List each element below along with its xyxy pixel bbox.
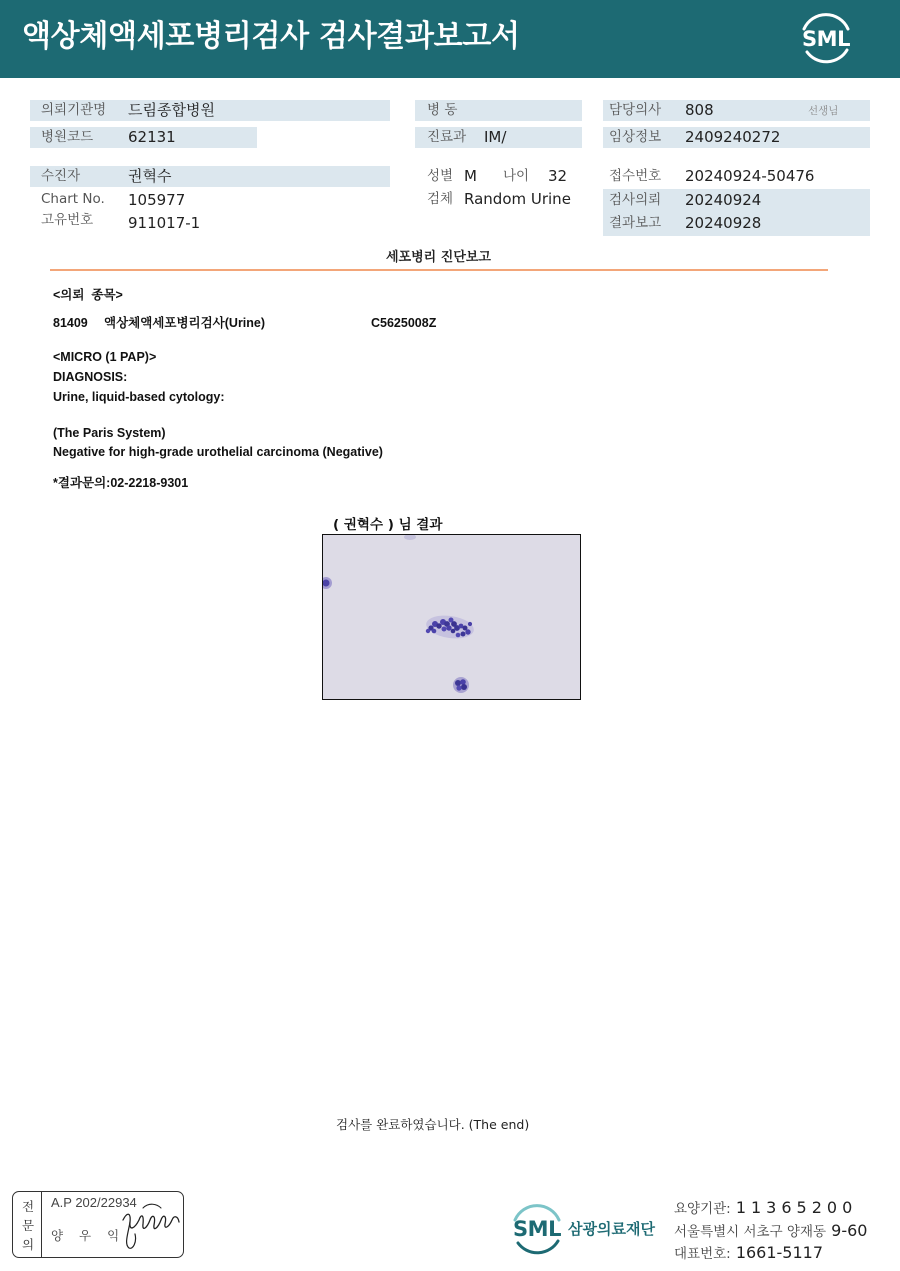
doctor-value: 808 <box>685 101 714 119</box>
chart-no-label: Chart No. <box>41 191 105 207</box>
specimen-value: Random Urine <box>464 190 571 208</box>
report-title: 액상체액세포병리검사 검사결과보고서 <box>22 19 520 54</box>
section-divider <box>50 269 828 271</box>
institution-code-value: 11365200 <box>735 1198 858 1217</box>
stamp-role-char: 문 <box>21 1218 35 1233</box>
organization-name: 삼광의료재단 <box>568 1220 655 1238</box>
institution-code-line <box>674 1197 857 1220</box>
doctor-label: 담당의사 <box>609 102 662 118</box>
phone-label: 대표번호: <box>674 1246 731 1262</box>
signature-icon <box>119 1198 183 1252</box>
test-code: 81409 <box>53 316 88 330</box>
address-line <box>674 1220 867 1243</box>
address-text: 서울특별시 서초구 양재동 <box>674 1224 827 1240</box>
unique-id-label: 고유번호 <box>41 212 94 228</box>
system-line: (The Paris System) <box>53 426 166 440</box>
phone-line <box>674 1242 823 1265</box>
receipt-no-label: 접수번호 <box>609 168 662 184</box>
stamp-role-char: 전 <box>21 1199 35 1214</box>
unique-id-value: 911017-1 <box>128 214 201 232</box>
cytology-micrograph <box>322 534 581 700</box>
contact-line: *결과문의:02-2218-9301 <box>53 476 189 490</box>
test-id: C5625008Z <box>371 316 437 330</box>
department-label: 진료과 <box>427 129 467 145</box>
department-value: IM/ <box>484 128 507 146</box>
pathologist-stamp <box>12 1191 184 1258</box>
clinical-info-value: 2409240272 <box>685 128 781 146</box>
stamp-license: A.P 202/22934 <box>51 1195 137 1210</box>
stamp-name: 양 우 익 <box>51 1228 126 1243</box>
request-heading: <의뢰 종목> <box>53 288 123 302</box>
section-title: 세포병리 진단보고 <box>386 250 491 265</box>
age-label: 나이 <box>503 168 530 184</box>
age-value: 32 <box>548 167 568 185</box>
specimen-line: Urine, liquid-based cytology: <box>53 390 225 404</box>
patient-name-box <box>30 166 390 187</box>
institution-label: 의뢰기관명 <box>41 102 107 118</box>
clinical-info-label: 임상정보 <box>609 129 662 145</box>
institution-value: 드림종합병원 <box>128 101 215 119</box>
test-name: 액상체액세포병리검사(Urine) <box>104 316 266 330</box>
request-date-label: 검사의뢰 <box>609 192 662 208</box>
stamp-role-char: 의 <box>21 1237 35 1252</box>
request-date-value: 20240924 <box>685 191 762 209</box>
sml-logo-text: SML <box>802 27 850 51</box>
result-image-caption: ( 권혁수 ) 님 결과 <box>333 517 443 533</box>
report-date-value: 20240928 <box>685 214 762 232</box>
chart-no-value: 105977 <box>128 191 186 209</box>
hospital-code-value: 62131 <box>128 128 176 146</box>
stamp-divider <box>41 1192 42 1257</box>
patient-name-value: 권혁수 <box>128 167 172 185</box>
hospital-code-label: 병원코드 <box>41 129 94 145</box>
sex-value: M <box>464 167 477 185</box>
report-header <box>0 0 900 78</box>
diagnosis-label: DIAGNOSIS: <box>53 370 128 384</box>
receipt-no-value: 20240924-50476 <box>685 167 815 185</box>
report-date-label: 결과보고 <box>609 215 662 231</box>
patient-name-label: 수진자 <box>41 168 81 184</box>
sex-label: 성별 <box>427 168 454 184</box>
phone-value: 1661-5117 <box>735 1243 824 1262</box>
micro-heading: <MICRO (1 PAP)> <box>53 350 157 364</box>
result-line: Negative for high-grade urothelial carcinoma (Negative) <box>53 445 383 459</box>
cell-cluster-image <box>323 535 579 698</box>
address-number: 9-60 <box>831 1221 868 1240</box>
end-of-report-text: 검사를 완료하였습니다. (The end) <box>336 1117 530 1132</box>
doctor-suffix: 선생님 <box>808 105 839 117</box>
ward-label: 병 동 <box>427 102 458 118</box>
sml-footer-logo <box>508 1201 566 1257</box>
institution-code-label: 요양기관: <box>674 1201 731 1217</box>
sml-header-logo <box>798 11 854 67</box>
specimen-label: 검체 <box>427 191 454 207</box>
sml-footer-logo-text: SML <box>513 1217 561 1241</box>
